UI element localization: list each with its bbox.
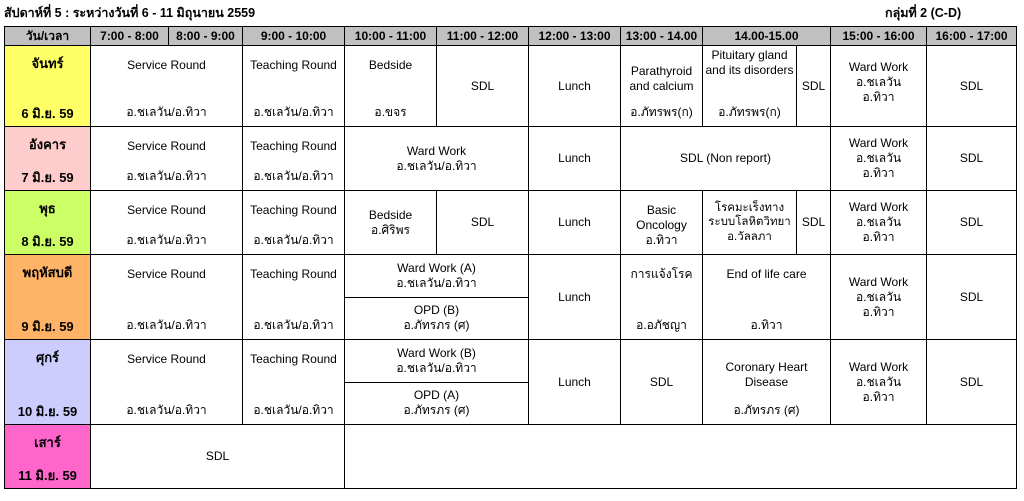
day-name: จันทร์ xyxy=(31,56,64,71)
ward-work-cell: Ward Work อ.ชเลวัน/อ.ทิวา xyxy=(345,127,529,191)
col-header: 16:00 - 17:00 xyxy=(927,27,1017,46)
col-header: 11:00 - 12:00 xyxy=(437,27,529,46)
disease-notification-cell: การแจ้งโรค อ.อภัชญา xyxy=(621,255,703,340)
opd-a: OPD (A) อ.ภัทรภร (ศ) xyxy=(345,382,528,425)
coronary-heart-disease-cell: Coronary Heart Disease อ.ภัทรภร (ศ) xyxy=(703,340,831,425)
ward-work-cell: Ward Work อ.ชเลวัน อ.ทิวา xyxy=(831,127,927,191)
teaching-round-cell: Teaching Round อ.ชเลวัน/อ.ทิวา xyxy=(243,255,345,340)
ward-opd-cell xyxy=(345,255,529,340)
sdl-cell: SDL xyxy=(927,340,1017,425)
lunch-cell: Lunch xyxy=(529,191,621,255)
empty-cell xyxy=(345,425,1017,489)
sdl-cell: SDL xyxy=(797,191,831,255)
sdl-cell: SDL xyxy=(797,46,831,127)
bedside-cell: Bedside อ.ศิริพร xyxy=(345,191,437,255)
schedule-table xyxy=(4,26,1017,489)
col-header: 12:00 - 13:00 xyxy=(529,27,621,46)
sdl-non-report-cell: SDL (Non report) xyxy=(621,127,831,191)
sdl-cell: SDL xyxy=(927,46,1017,127)
sdl-cell: SDL xyxy=(437,191,529,255)
day-cell-saturday: เสาร์ 11 มิ.ย. 59 xyxy=(5,425,91,489)
day-cell-monday xyxy=(5,46,91,127)
col-header: 9:00 - 10:00 xyxy=(243,27,345,46)
pituitary-cell: Pituitary gland and its disorders อ.ภัทรพร(ก) xyxy=(703,46,797,127)
row-saturday xyxy=(5,425,1017,489)
sdl-cell: SDL xyxy=(91,425,345,489)
ward-work-b: Ward Work (B) อ.ชเลวัน/อ.ทิวา xyxy=(396,345,477,375)
col-header: 15:00 - 16:00 xyxy=(831,27,927,46)
day-date: 6 มิ.ย. 59 xyxy=(21,105,74,121)
row-thursday xyxy=(5,255,1017,340)
row-wednesday xyxy=(5,191,1017,255)
sdl-cell: SDL xyxy=(927,255,1017,340)
parathyroid-cell: Parathyroid and calcium อ.ภัทรพร(ก) xyxy=(621,46,703,127)
service-round-cell: Service Round อ.ชเลวัน/อ.ทิวา xyxy=(91,340,243,425)
day-cell-friday: ศุกร์ 10 มิ.ย. 59 xyxy=(5,340,91,425)
lunch-cell: Lunch xyxy=(529,255,621,340)
day-cell-thursday: พฤหัสบดี 9 มิ.ย. 59 xyxy=(5,255,91,340)
week-title: สัปดาห์ที่ 5 : ระหว่างวันที่ 6 - 11 มิถุนายน 2559 xyxy=(4,6,256,20)
opd-b: OPD (B) อ.ภัทรภร (ศ) xyxy=(345,297,528,340)
sdl-cell: SDL xyxy=(437,46,529,127)
service-round-cell: Service Round อ.ชเลวัน/อ.ทิวา xyxy=(91,127,243,191)
col-header: 10:00 - 11:00 xyxy=(345,27,437,46)
service-round-cell: Service Round อ.ชเลวัน/อ.ทิวา xyxy=(91,191,243,255)
ward-work-cell: Ward Work อ.ชเลวัน อ.ทิวา xyxy=(831,46,927,127)
end-of-life-care-cell: End of life care อ.ทิวา xyxy=(703,255,831,340)
oncology-cell: Basic Oncology อ.ทิวา xyxy=(621,191,703,255)
row-monday xyxy=(5,46,1017,127)
sdl-cell: SDL xyxy=(927,191,1017,255)
col-header: 8:00 - 9:00 xyxy=(169,27,243,46)
col-header: 13:00 - 14.00 xyxy=(621,27,703,46)
row-friday xyxy=(5,340,1017,425)
teaching-round-cell: Teaching Round อ.ชเลวัน/อ.ทิวา xyxy=(243,340,345,425)
group-label: กลุ่มที่ 2 (C-D) xyxy=(885,6,962,20)
day-cell-wednesday: พุธ 8 มิ.ย. 59 xyxy=(5,191,91,255)
bedside-cell: Bedside อ.ขจร xyxy=(345,46,437,127)
lunch-cell: Lunch xyxy=(529,127,621,191)
sdl-cell: SDL xyxy=(927,127,1017,191)
sdl-cell: SDL xyxy=(621,340,703,425)
teaching-round-cell: Teaching Round อ.ชเลวัน/อ.ทิวา xyxy=(243,127,345,191)
ward-work-cell: Ward Work อ.ชเลวัน อ.ทิวา xyxy=(831,191,927,255)
ward-work-cell: Ward Work อ.ชเลวัน อ.ทิวา xyxy=(831,255,927,340)
col-header: วัน/เวลา xyxy=(5,27,91,46)
ward-work-a: Ward Work (A) อ.ชเลวัน/อ.ทิวา xyxy=(396,260,477,290)
col-header: 7:00 - 8:00 xyxy=(91,27,169,46)
lunch-cell: Lunch xyxy=(529,46,621,127)
lunch-cell: Lunch xyxy=(529,340,621,425)
service-round-cell: Service Round อ.ชเลวัน/อ.ทิวา xyxy=(91,46,243,127)
header-row xyxy=(5,27,1017,46)
ward-work-cell: Ward Work อ.ชเลวัน อ.ทิวา xyxy=(831,340,927,425)
teaching-round-cell: Teaching Round อ.ชเลวัน/อ.ทิวา xyxy=(243,191,345,255)
teaching-round-cell: Teaching Round อ.ชเลวัน/อ.ทิวา xyxy=(243,46,345,127)
day-cell-tuesday: อังคาร 7 มิ.ย. 59 xyxy=(5,127,91,191)
col-header: 14.00-15.00 xyxy=(703,27,831,46)
row-tuesday xyxy=(5,127,1017,191)
service-round-cell: Service Round อ.ชเลวัน/อ.ทิวา xyxy=(91,255,243,340)
hematology-cancer-cell: โรคมะเร็งทางระบบโลหิตวิทยา อ.วัลลภา xyxy=(703,191,797,255)
ward-opd-cell xyxy=(345,340,529,425)
